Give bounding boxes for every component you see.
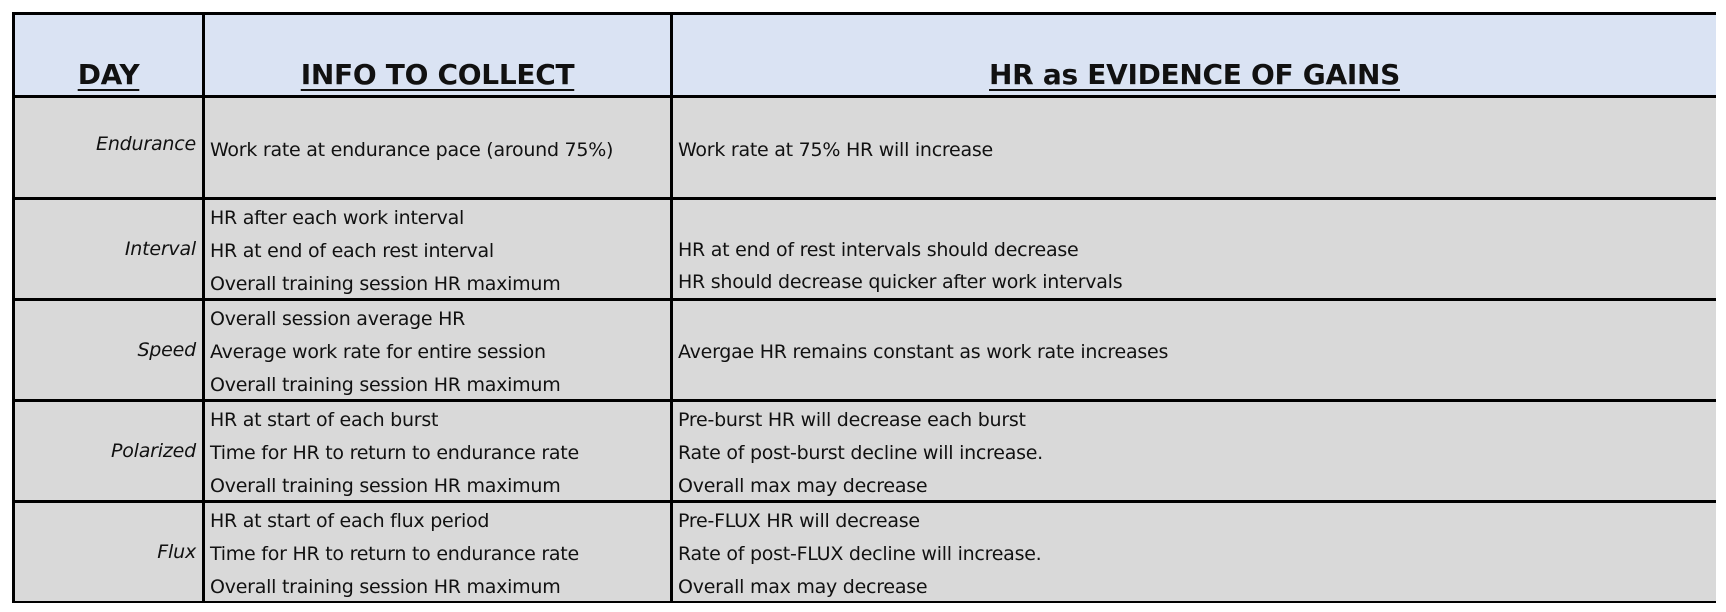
row-speed-evidence: [673, 301, 1716, 399]
row-flux-info: [205, 503, 670, 601]
row-interval-evidence: [673, 200, 1716, 298]
evidence-line: Pre-FLUX HR will decrease: [678, 510, 920, 532]
row-speed-day: [15, 301, 202, 399]
info-line: Time for HR to return to endurance rate: [210, 543, 579, 565]
day-label: Interval: [124, 238, 196, 260]
evidence-line: HR at end of rest intervals should decrease: [678, 239, 1079, 261]
info-line: Overall training session HR maximum: [210, 273, 561, 295]
header-evidence: [673, 15, 1716, 95]
info-line: Overall session average HR: [210, 308, 466, 330]
row-flux-day: [15, 503, 202, 601]
header-evidence-label: HR as EVIDENCE OF GAINS: [989, 58, 1400, 91]
table-grid: [15, 15, 1713, 600]
info-line: HR at start of each flux period: [210, 510, 490, 532]
row-endurance-info: [205, 98, 670, 197]
info-line: Overall training session HR maximum: [210, 374, 561, 396]
info-line: Average work rate for entire session: [210, 341, 546, 363]
day-label: Polarized: [110, 440, 196, 462]
row-interval-info: [205, 200, 670, 298]
evidence-line: Rate of post-burst decline will increase.: [678, 442, 1043, 464]
header-info: [205, 15, 670, 95]
row-polarized-evidence: [673, 402, 1716, 500]
row-endurance-evidence: [673, 98, 1716, 197]
header-day-label: DAY: [77, 58, 140, 91]
info-line: HR after each work interval: [210, 207, 465, 229]
evidence-line: Overall max may decrease: [678, 475, 928, 497]
row-endurance-day: [15, 98, 202, 197]
training-table: [12, 12, 1716, 603]
header-info-label: INFO TO COLLECT: [300, 58, 575, 91]
evidence-line: Pre-burst HR will decrease each burst: [678, 409, 1026, 431]
header-day: [15, 15, 202, 95]
row-interval-day: [15, 200, 202, 298]
info-line: HR at start of each burst: [210, 409, 439, 431]
evidence-line: HR should decrease quicker after work intervals: [678, 271, 1123, 293]
day-label: Endurance: [96, 132, 196, 155]
evidence-line: Rate of post-FLUX decline will increase.: [678, 543, 1042, 565]
row-flux-evidence: [673, 503, 1716, 601]
day-label: Speed: [137, 339, 196, 361]
evidence-line: Overall max may decrease: [678, 576, 928, 598]
row-polarized-day: [15, 402, 202, 500]
info-line: Time for HR to return to endurance rate: [210, 442, 579, 464]
info-line: Work rate at endurance pace (around 75%): [210, 138, 614, 161]
row-speed-info: [205, 301, 670, 399]
info-line: Overall training session HR maximum: [210, 475, 561, 497]
evidence-line: Work rate at 75% HR will increase: [678, 138, 993, 161]
info-line: Overall training session HR maximum: [210, 576, 561, 598]
row-polarized-info: [205, 402, 670, 500]
evidence-line: Avergae HR remains constant as work rate increases: [678, 341, 1169, 363]
info-line: HR at end of each rest interval: [210, 240, 494, 262]
day-label: Flux: [157, 541, 196, 563]
